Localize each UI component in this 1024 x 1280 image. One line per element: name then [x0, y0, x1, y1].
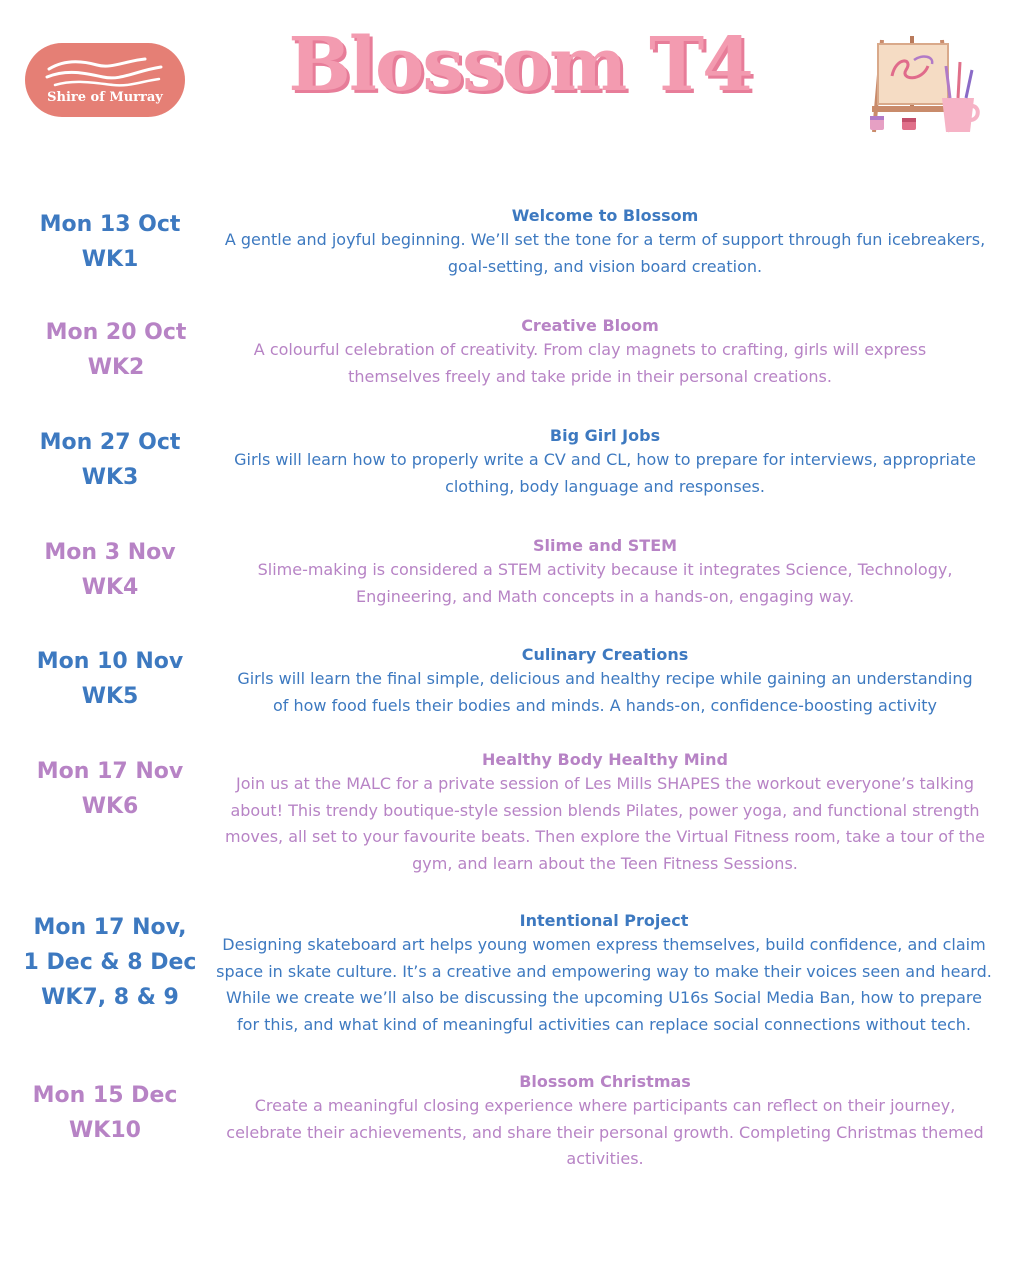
wave-logo-icon [45, 55, 165, 89]
session-date: Mon 3 Nov WK4 [44, 540, 176, 600]
session-date: Mon 20 Oct WK2 [45, 320, 187, 380]
session-date: Mon 17 Nov, 1 Dec & 8 Dec WK7, 8 & 9 [23, 915, 197, 1010]
logo-text: Shire of Murray [47, 90, 163, 105]
session-activity [185, 315, 995, 390]
session-activity [200, 1071, 1010, 1173]
session-date: Mon 13 Oct WK1 [39, 212, 181, 272]
session-date: Mon 15 Dec WK10 [32, 1083, 178, 1143]
session-activity [200, 644, 1010, 719]
page-title: Blossom T4 [288, 22, 752, 108]
activity-title: Welcome to Blossom [511, 206, 699, 225]
easel-paint-icon [862, 36, 980, 138]
session-activity [200, 535, 1010, 610]
activity-title: Healthy Body Healthy Mind [481, 750, 728, 769]
activity-description: A gentle and joyful beginning. We’ll set the tone for a term of support through fun icebreakers, goal-setting, and vision board creation. [224, 230, 986, 276]
activity-title: Intentional Project [519, 911, 689, 930]
activity-description: A colourful celebration of creativity. From clay magnets to crafting, girls will express themselves freely and take pride in their personal creations. [253, 340, 927, 386]
activity-description: Girls will learn the final simple, delicious and healthy recipe while gaining an understanding of how food fuels their bodies and minds. A hands-on, confidence-boosting activity [237, 669, 973, 715]
session-activity [200, 205, 1010, 280]
activity-description: Create a meaningful closing experience where participants can reflect on their journey, celebrate their achievements, and share their personal growth. Completing Christmas themed activities. [226, 1096, 984, 1168]
activity-description: Join us at the MALC for a private session of Les Mills SHAPES the workout everyone’s talking about! This trendy boutique-style session blends Pilates, power yoga, and functional strength moves, all set to your favourite beats. Then explore the Virtual Fitness room, take a tour of the gym, and learn about the Teen Fitness Sessions. [225, 774, 985, 873]
activity-title: Culinary Creations [521, 645, 689, 664]
session-activity [200, 910, 1008, 1038]
session-date: Mon 10 Nov WK5 [36, 649, 184, 709]
activity-title: Creative Bloom [521, 316, 659, 335]
activity-description: Designing skateboard art helps young women express themselves, build confidence, and claim space in skate culture. It’s a creative and empowering way to make their voices seen and heard. While we create we’ll also be discussing the upcoming U16s Social Media Ban, how to prepare for this, and what kind of meaningful activities can replace social connections without tech. [216, 935, 992, 1034]
shire-of-murray-logo [25, 43, 185, 117]
activity-description: Girls will learn how to properly write a CV and CL, how to prepare for interviews, appropriate clothing, body language and responses. [234, 450, 976, 496]
session-date: Mon 27 Oct WK3 [39, 430, 181, 490]
session-date: Mon 17 Nov WK6 [36, 759, 184, 819]
activity-title: Slime and STEM [532, 536, 678, 555]
activity-description: Slime-making is considered a STEM activity because it integrates Science, Technology, Engineering, and Math concepts in a hands-on, engaging way. [257, 560, 953, 606]
activity-title: Big Girl Jobs [549, 426, 661, 445]
session-activity [200, 749, 1010, 877]
session-activity [200, 425, 1010, 500]
activity-title: Blossom Christmas [519, 1072, 691, 1091]
